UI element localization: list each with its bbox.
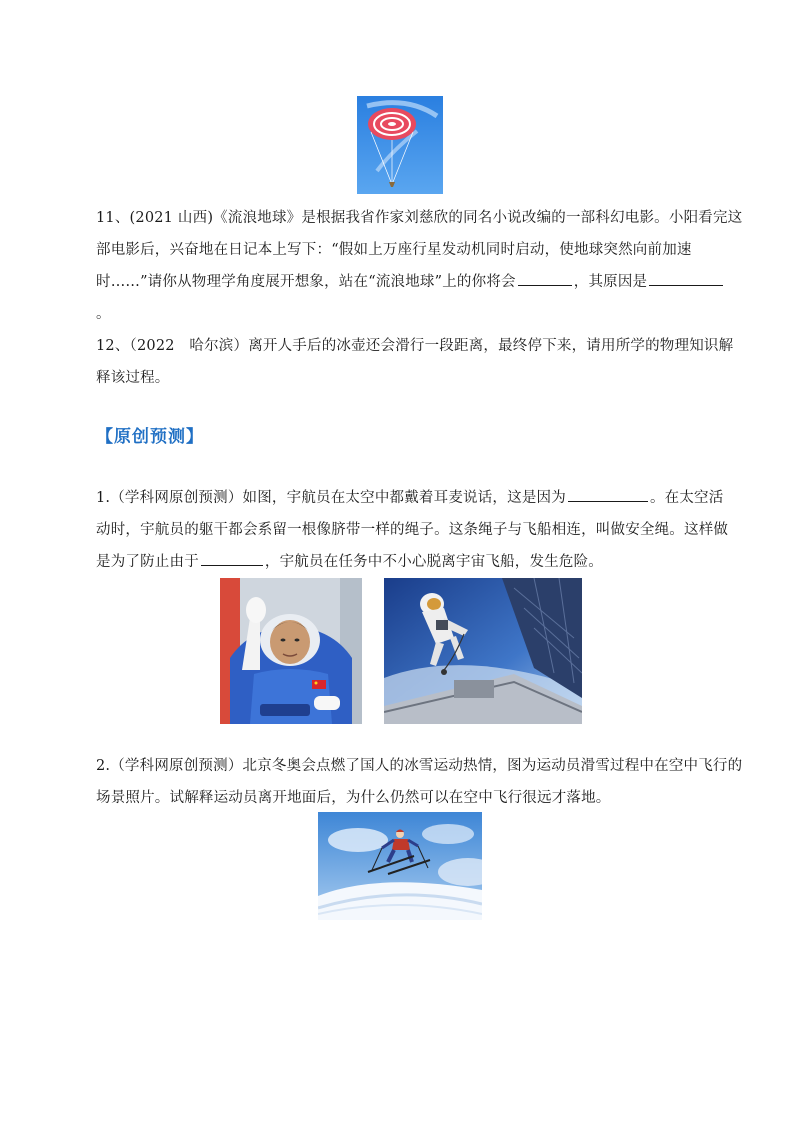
skier-photo (318, 812, 482, 920)
p1-blank-2[interactable] (201, 551, 263, 566)
q11-line3 (96, 266, 772, 298)
p1-line2: 动时，宇航员的躯干都会系留一根像脐带一样的绳子。这条绳子与飞船相连，叫做安全绳。这样做 (96, 522, 729, 538)
q11-line3-text-b: ，其原因是 (573, 274, 648, 290)
q11-line4: 。 (96, 306, 111, 322)
spacewalk-illustration (384, 578, 582, 724)
q11-blank-1[interactable] (518, 271, 572, 286)
parachute-photo (357, 96, 443, 194)
p1-line1-text-b: 。在太空活 (649, 490, 724, 506)
spacewalk-photo (384, 578, 582, 724)
p2-line2: 场景照片。试解释运动员离开地面后，为什么仍然可以在空中飞行很远才落地。 (96, 790, 611, 806)
q11-blank-2[interactable] (649, 271, 723, 286)
skier-illustration (318, 812, 482, 920)
q11-line3-text-a: 时……”请你从物理学角度展开想象，站在“流浪地球”上的你将会 (96, 274, 516, 290)
p1-line3 (96, 546, 772, 578)
q11-line2: 部电影后，兴奋地在日记本上写下：“假如上万座行星发动机同时启动，使地球突然向前加速 (96, 242, 692, 258)
p1-blank-1[interactable] (568, 487, 648, 502)
astronaut-waving-illustration (220, 578, 362, 724)
p1-line3-text-a: 是为了防止由于 (96, 554, 199, 570)
p1-line3-text-b: ，宇航员在任务中不小心脱离宇宙飞船，发生危险。 (264, 554, 604, 570)
q12-line1: 12、（2022 哈尔滨）离开人手后的冰壶还会滑行一段距离，最终停下来，请用所学的物理知识解 (96, 338, 734, 354)
p2-line1: 2.（学科网原创预测）北京冬奥会点燃了国人的冰雪运动热情，图为运动员滑雪过程中在空中飞行的 (96, 758, 743, 774)
astronaut-waving-photo (220, 578, 362, 724)
p1-line1-text-a: 1.（学科网原创预测）如图，宇航员在太空中都戴着耳麦说话，这是因为 (96, 490, 566, 506)
q12-line2: 释该过程。 (96, 370, 170, 386)
q11-line1: 11、(2021 山西)《流浪地球》是根据我省作家刘慈欣的同名小说改编的一部科幻电影。小阳看完这 (96, 210, 743, 226)
section-title: 【原创预测】 (96, 427, 204, 447)
p1-line1 (96, 482, 772, 514)
parachute-illustration (357, 96, 443, 194)
